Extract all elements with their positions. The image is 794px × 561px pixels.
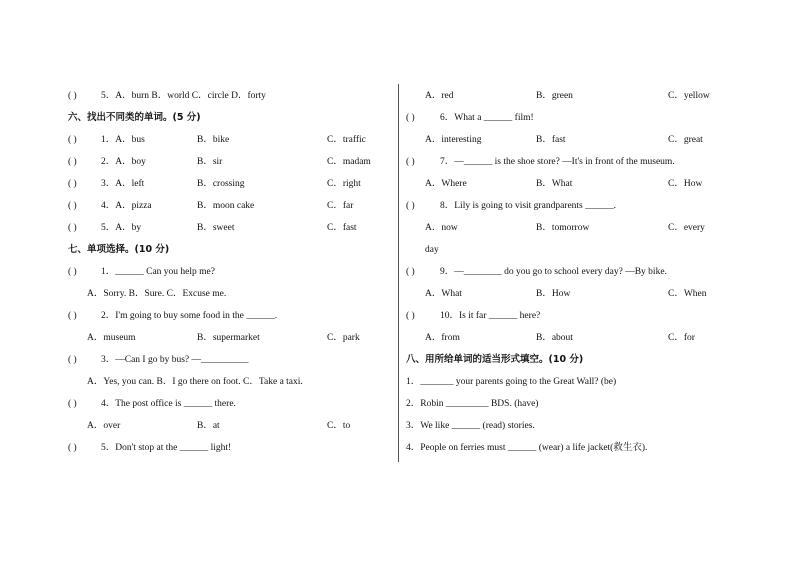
question-stem: 6．What a ______ film! [440,113,534,123]
sec6-question-5 [68,218,388,238]
option-b: B．tomorrow [536,223,590,233]
option-a: 1．A．bus [101,135,145,145]
answer-blank[interactable]: ( ) [68,399,77,409]
answer-blank[interactable]: ( ) [406,311,415,321]
answer-blank[interactable]: ( ) [406,201,415,211]
option-a: A．Where [425,179,467,189]
option-a: 4．A．pizza [101,201,152,211]
answer-blank[interactable]: ( ) [68,135,77,145]
question-stem: 8．Lily is going to visit grandparents ______. [440,201,617,211]
section-7-title: 七、单项选择。(10 分) [68,244,170,255]
sec6-question-3 [68,174,388,194]
answer-blank[interactable]: ( ) [68,91,77,101]
section-8-title: 八、用所给单词的适当形式填空。(10 分) [406,354,584,365]
question-stem: 5．Don't stop at the ______ light! [101,443,232,453]
fill-blank-item-3: 3．We like ______ (read) stories. [406,421,535,431]
question-stem: 2．I'm going to buy some food in the ______. [101,311,278,321]
answer-blank[interactable]: ( ) [68,443,77,453]
fill-blank-item-4: 4．People on ferries must ______ (wear) a life jacket(救生衣). [406,443,648,453]
answer-blank[interactable]: ( ) [68,355,77,365]
option-c: C．great [668,135,703,145]
sec6-question-4 [68,196,388,216]
question-8-option-c-continued: day [425,245,439,255]
option-c: C．park [327,333,360,343]
option-b: B．fast [536,135,566,145]
answer-blank[interactable]: ( ) [68,179,77,189]
option-c: C．every [668,223,705,233]
column-divider [398,84,399,462]
question-6-options [425,130,725,150]
option-a: A．museum [87,333,136,343]
option-c: C．traffic [327,135,366,145]
question-5-options [425,86,725,106]
question-stem: 4．The post office is ______ there. [101,399,236,409]
option-c: C．for [668,333,695,343]
sec7-question-2-options [87,328,387,348]
question-stem: 7．—______ is the shoe store? —It's in front of the museum. [440,157,675,167]
fill-blank-item-1: 1．_______ your parents going to the Great Wall? (be) [406,377,617,387]
option-b: B．How [536,289,571,299]
question-stem: 9．—________ do you go to school every day? —By bike. [440,267,667,277]
option-a: A．What [425,289,462,299]
answer-blank[interactable]: ( ) [68,267,77,277]
option-a: 2．A．boy [101,157,146,167]
option-c: C．yellow [668,91,710,101]
option-b: B．supermarket [197,333,260,343]
option-c: C．How [668,179,703,189]
option-b: B．crossing [197,179,245,189]
answer-blank[interactable]: ( ) [406,113,415,123]
question-stem: 3．—Can I go by bus? —__________ [101,355,249,365]
option-b: B．at [197,421,220,431]
sec7-question-3-options: A．Yes, you can. B．I go there on foot. C．Take a taxi. [87,377,303,387]
question-stem: 5．A．burn B．world C．circle D．forty [101,91,266,101]
sec7-question-1-options: A．Sorry. B．Sure. C．Excuse me. [87,289,227,299]
sec6-question-2 [68,152,388,172]
option-b: B．bike [197,135,230,145]
answer-blank[interactable]: ( ) [68,311,77,321]
option-b: B．about [536,333,573,343]
option-b: B．green [536,91,573,101]
section-6-title: 六、找出不同类的单词。(5 分) [68,112,201,123]
answer-blank[interactable]: ( ) [406,267,415,277]
question-7-options [425,174,725,194]
option-c: C．When [668,289,707,299]
option-a: A．now [425,223,458,233]
question-stem: 1．______ Can you help me? [101,267,215,277]
option-c: C．right [327,179,361,189]
sec6-question-1 [68,130,388,150]
option-a: 3．A．left [101,179,145,189]
question-10-options [425,328,725,348]
option-b: B．sweet [197,223,235,233]
option-c: C．fast [327,223,357,233]
option-a: A．over [87,421,121,431]
sec7-question-4-options [87,416,387,436]
option-b: B．moon cake [197,201,255,211]
option-a: A．from [425,333,460,343]
answer-blank[interactable]: ( ) [68,157,77,167]
fill-blank-item-2: 2．Robin _________ BDS. (have) [406,399,539,409]
option-c: C．to [327,421,351,431]
option-c: C．madam [327,157,371,167]
question-stem: 10．Is it far ______ here? [440,311,541,321]
question-9-options [425,284,725,304]
answer-blank[interactable]: ( ) [68,201,77,211]
question-8-options [425,218,725,238]
option-a: A．red [425,91,454,101]
option-c: C．far [327,201,354,211]
answer-blank[interactable]: ( ) [406,157,415,167]
option-b: B．What [536,179,573,189]
option-a: 5．A．by [101,223,142,233]
answer-blank[interactable]: ( ) [68,223,77,233]
option-b: B．sir [197,157,223,167]
option-a: A．interesting [425,135,482,145]
